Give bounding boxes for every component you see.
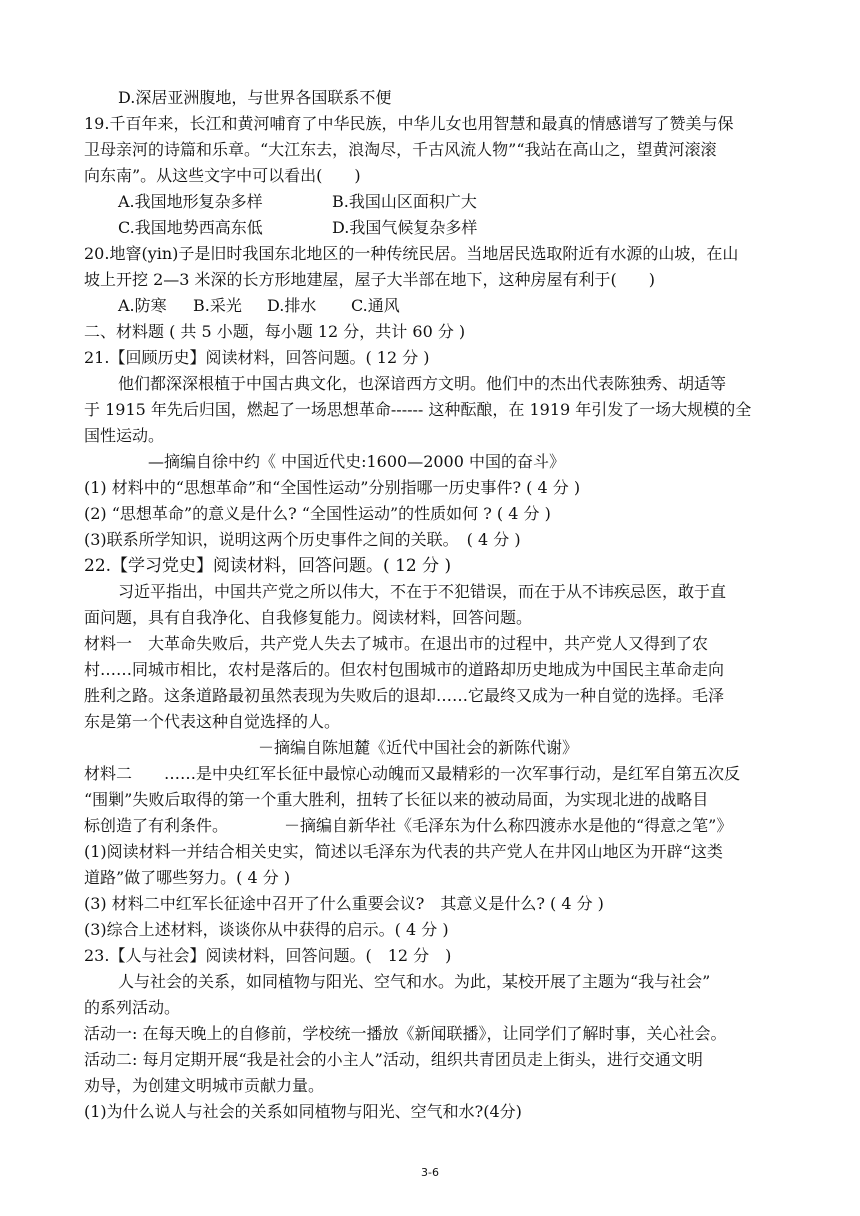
- q21-material-line2: 于 1915 年先后归国，燃起了一场思想革命------ 这种酝酿，在 1919 年引发了一场大规模的全: [84, 400, 752, 419]
- q23-activity1: 活动一: 在每天晚上的自修前，学校统一播放《新闻联播》，让同学们了解时事，关心社会。: [84, 1024, 727, 1043]
- q23-intro-line2: 的系列活动。: [84, 998, 181, 1017]
- q21-material-line1: 他们都深深根植于中国古典文化，也深谙西方文明。他们中的杰出代表陈独秀、胡适等: [118, 374, 727, 393]
- q23-sub1: (1)为什么说人与社会的关系如同植物与阳光、空气和水?(4分): [84, 1102, 522, 1121]
- q20-stem-line2: 坡上开挖 2—3 米深的长方形地建屋，屋子大半部在地下，这种房屋有利于( ): [84, 270, 656, 289]
- q19-options-row2: [118, 216, 818, 240]
- q22-sub1-line1: (1)阅读材料一并结合相关史实，简述以毛泽东为代表的共产党人在井冈山地区为开辟“这类: [84, 842, 723, 861]
- q22-material2-line1: 材料二 ……是中央红军长征中最惊心动魄而又最精彩的一次军事行动，是红军自第五次反: [84, 764, 741, 783]
- q19-option-d: D.我国气候复杂多样: [332, 218, 478, 237]
- section-2-heading: 二、材料题 ( 共 5 小题，每小题 12 分，共计 60 分 ): [84, 322, 466, 341]
- q20-option-d: D.排水: [267, 296, 317, 315]
- q19-option-c: C.我国地势西高东低: [118, 218, 263, 237]
- q22-material1-line3: 胜利之路。这条道路最初虽然表现为失败后的退却……它最终又成为一种自觉的选择。毛泽: [84, 686, 725, 705]
- q21-sub1: (1) 材料中的“思想革命”和“全国性运动”分别指哪一历史事件? ( 4 分 ): [84, 478, 581, 497]
- q23-heading: 23.【人与社会】阅读材料，回答问题。( 12 分 ): [84, 946, 452, 965]
- q22-heading: 22.【学习党史】阅读材料，回答问题。( 12 分 ): [84, 556, 452, 576]
- q22-intro-line1: 习近平指出，中国共产党之所以伟大，不在于不犯错误，而在于从不讳疾忌医，敢于直: [118, 582, 727, 601]
- q20-option-c: C.通风: [351, 296, 400, 315]
- q22-material2-line3: 标创造了有利条件。 －摘编自新华社《毛泽东为什么称四渡赤水是他的“得意之笔”》: [84, 816, 733, 835]
- q19-option-a: A.我国地形复杂多样: [118, 192, 263, 211]
- q21-sub3: (3)联系所学知识，说明这两个历史事件之间的关联。 ( 4 分 ): [84, 530, 521, 549]
- q23-activity2-line1: 活动二: 每月定期开展“我是社会的小主人”活动，组织共青团员走上街头，进行交通文明: [84, 1050, 703, 1069]
- q19-option-b: B.我国山区面积广大: [332, 192, 477, 211]
- q22-sub1-line2: 道路”做了哪些努力。( 4 分 ): [84, 868, 291, 887]
- q20-options: [118, 294, 818, 318]
- q22-material1-source: －摘编自陈旭麓《近代中国社会的新陈代谢》: [258, 738, 579, 757]
- q19-stem-line2: 卫母亲河的诗篇和乐章。“大江东去，浪淘尽，千古风流人物”“我站在高山之，望黄河滚滚: [84, 140, 717, 159]
- page-number: 3-6: [421, 1166, 439, 1179]
- q22-intro-line2: 面问题，具有自我净化、自我修复能力。阅读材料，回答问题。: [84, 608, 533, 627]
- q19-stem-line3: 向东南”。从这些文字中可以看出( ): [84, 166, 361, 185]
- q22-material1-line4: 东是第一个代表这种自觉选择的人。: [84, 712, 341, 731]
- q23-intro-line1: 人与社会的关系，如同植物与阳光、空气和水。为此，某校开展了主题为“我与社会”: [118, 972, 711, 991]
- q20-stem-line1: 20.地窨(yin)子是旧时我国东北地区的一种传统民居。当地居民选取附近有水源的山坡，在山: [84, 244, 739, 263]
- q19-stem-line1: 19.千百年来，长江和黄河哺育了中华民族，中华儿女也用智慧和最真的情感谱写了赞美与保: [84, 114, 734, 133]
- q21-source: —摘编自徐中约《 中国近代史:1600—2000 中国的奋斗》: [148, 452, 566, 471]
- q22-material1-line1: 材料一 大革命失败后，共产党人失去了城市。在退出市的过程中，共产党人又得到了农: [84, 634, 709, 653]
- q19-options-row1: [118, 190, 818, 214]
- q20-option-b: B.采光: [193, 296, 242, 315]
- q22-material2-line2: “围剿”失败后取得的第一个重大胜利，扭转了长征以来的被动局面，为实现北进的战略目: [84, 790, 709, 809]
- q22-sub2: (3) 材料二中红军长征途中召开了什么重要会议? 其意义是什么? ( 4 分 ): [84, 894, 604, 913]
- q20-option-a: A.防寒: [118, 296, 167, 315]
- q18-option-d: D.深居亚洲腹地，与世界各国联系不便: [118, 88, 392, 107]
- q22-material1-line2: 村……同城市相比，农村是落后的。但农村包围城市的道路却历史地成为中国民主革命走向: [84, 660, 725, 679]
- q21-material-line3: 国性运动。: [84, 426, 165, 445]
- q21-heading: 21.【回顾历史】阅读材料，回答问题。( 12 分 ): [84, 348, 430, 367]
- q21-sub2: (2) “思想革命”的意义是什么? “全国性运动”的性质如何 ? ( 4 分 ): [84, 504, 551, 523]
- q23-activity2-line2: 劝导，为创建文明城市贡献力量。: [84, 1076, 325, 1095]
- q22-sub3: (3)综合上述材料，谈谈你从中获得的启示。( 4 分 ): [84, 920, 449, 939]
